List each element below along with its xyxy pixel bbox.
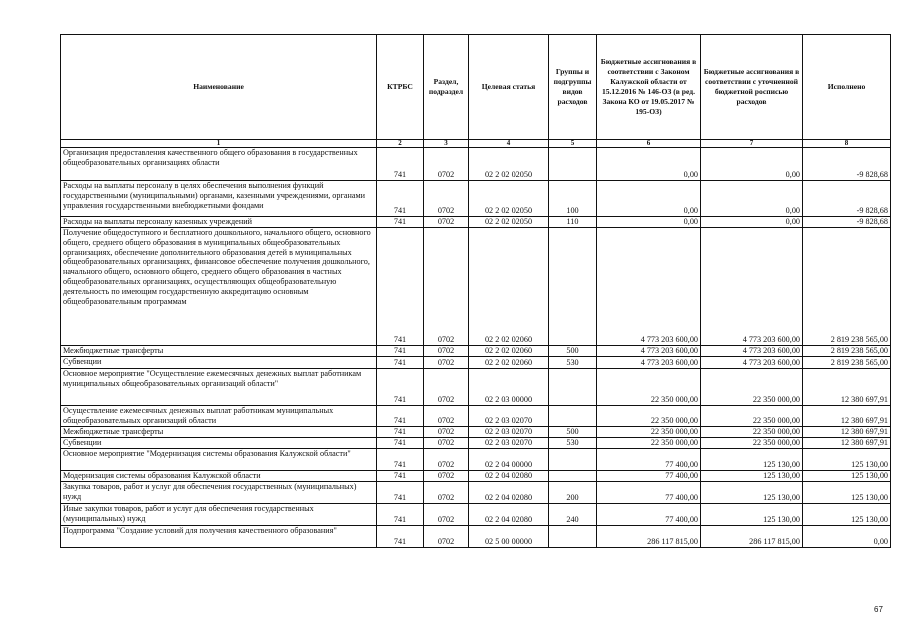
column-number: 2 <box>377 140 424 148</box>
header-budget-refined: Бюджетные ассигнования в соответствии с уточненной бюджетной росписью расходов <box>701 35 803 140</box>
cell-section: 0702 <box>424 448 469 470</box>
cell-target: 02 2 04 00000 <box>469 448 549 470</box>
cell-budget-law: 77 400,00 <box>597 470 701 481</box>
table-row <box>61 217 891 228</box>
cell-section: 0702 <box>424 426 469 437</box>
table-row <box>61 448 891 470</box>
cell-budget-law: 286 117 815,00 <box>597 525 701 547</box>
cell-group: 200 <box>549 481 597 503</box>
table-row <box>61 368 891 405</box>
cell-budget-law: 0,00 <box>597 217 701 228</box>
cell-executed: -9 828,68 <box>803 217 891 228</box>
cell-ktrbs: 741 <box>377 148 424 181</box>
table-row <box>61 345 891 356</box>
cell-section: 0702 <box>424 368 469 405</box>
cell-group: 110 <box>549 217 597 228</box>
cell-ktrbs: 741 <box>377 217 424 228</box>
cell-group <box>549 368 597 405</box>
cell-group: 500 <box>549 426 597 437</box>
cell-budget-law: 77 400,00 <box>597 503 701 525</box>
cell-target: 02 2 02 02050 <box>469 217 549 228</box>
cell-section: 0702 <box>424 356 469 368</box>
cell-target: 02 2 02 02060 <box>469 227 549 345</box>
cell-ktrbs: 741 <box>377 437 424 448</box>
column-number-row <box>61 140 891 148</box>
cell-budget-law: 22 350 000,00 <box>597 405 701 426</box>
cell-ktrbs: 741 <box>377 503 424 525</box>
cell-executed: 2 819 238 565,00 <box>803 356 891 368</box>
column-number: 3 <box>424 140 469 148</box>
cell-target: 02 2 03 00000 <box>469 368 549 405</box>
cell-group <box>549 448 597 470</box>
cell-group <box>549 227 597 345</box>
cell-ktrbs: 741 <box>377 368 424 405</box>
table-row <box>61 405 891 426</box>
cell-group: 500 <box>549 345 597 356</box>
cell-name: Получение общедоступного и бесплатного дошкольного, начального общего, основного общего, среднего общего образования в муниципальных общеобразовательных организациях, обеспечение дополнительного образования детей в муниципальных общеобразовательных организациях, финансовое обеспечение получения дошкольного, начального общего, основного общего, среднего общего образования в частных общеобразовательных организациях, осуществляющих общеобразовательную деятельность по имеющим государственную аккредитацию основным общеобразовательным программам <box>61 227 377 345</box>
table-row <box>61 227 891 345</box>
cell-budget-refined: 0,00 <box>701 181 803 217</box>
cell-ktrbs: 741 <box>377 227 424 345</box>
cell-budget-refined: 4 773 203 600,00 <box>701 356 803 368</box>
column-number: 1 <box>61 140 377 148</box>
cell-name: Закупка товаров, работ и услуг для обеспечения государственных (муниципальных) нужд <box>61 481 377 503</box>
table-row <box>61 437 891 448</box>
cell-budget-law: 77 400,00 <box>597 448 701 470</box>
cell-target: 02 2 03 02070 <box>469 426 549 437</box>
cell-name: Расходы на выплаты персоналу в целях обеспечения выполнения функций государственными (муниципальными) органами, казенными учреждениями, органами управления государственными внебюджетными фондами <box>61 181 377 217</box>
cell-group: 530 <box>549 356 597 368</box>
cell-section: 0702 <box>424 217 469 228</box>
cell-name: Организация предоставления качественного общего образования в государственных общеобразовательных организациях области <box>61 148 377 181</box>
cell-section: 0702 <box>424 345 469 356</box>
cell-budget-refined: 22 350 000,00 <box>701 426 803 437</box>
cell-budget-refined: 125 130,00 <box>701 448 803 470</box>
cell-budget-law: 0,00 <box>597 181 701 217</box>
header-budget-law: Бюджетные ассигнования в соответствии с Законом Калужской области от 15.12.2016 № 146-ОЗ (в ред. Закона КО от 19.05.2017 № 195-ОЗ) <box>597 35 701 140</box>
cell-ktrbs: 741 <box>377 448 424 470</box>
cell-executed: 12 380 697,91 <box>803 426 891 437</box>
header-row <box>61 35 891 140</box>
cell-ktrbs: 741 <box>377 405 424 426</box>
cell-target: 02 2 03 02070 <box>469 437 549 448</box>
cell-executed: 12 380 697,91 <box>803 405 891 426</box>
cell-budget-law: 22 350 000,00 <box>597 368 701 405</box>
cell-target: 02 5 00 00000 <box>469 525 549 547</box>
cell-executed: 125 130,00 <box>803 470 891 481</box>
cell-group: 240 <box>549 503 597 525</box>
cell-budget-refined: 22 350 000,00 <box>701 368 803 405</box>
cell-budget-refined: 125 130,00 <box>701 470 803 481</box>
cell-executed: 12 380 697,91 <box>803 368 891 405</box>
table-row <box>61 181 891 217</box>
cell-executed: 2 819 238 565,00 <box>803 345 891 356</box>
cell-budget-law: 4 773 203 600,00 <box>597 345 701 356</box>
cell-group <box>549 525 597 547</box>
table-body <box>61 148 891 548</box>
cell-section: 0702 <box>424 503 469 525</box>
cell-budget-refined: 286 117 815,00 <box>701 525 803 547</box>
cell-section: 0702 <box>424 525 469 547</box>
cell-executed: 125 130,00 <box>803 481 891 503</box>
cell-ktrbs: 741 <box>377 525 424 547</box>
cell-executed: 125 130,00 <box>803 503 891 525</box>
column-number: 7 <box>701 140 803 148</box>
cell-section: 0702 <box>424 148 469 181</box>
cell-executed: 0,00 <box>803 525 891 547</box>
cell-name: Основное мероприятие "Модернизация системы образования Калужской области" <box>61 448 377 470</box>
header-section: Раздел, подраздел <box>424 35 469 140</box>
cell-name: Подпрограмма "Создание условий для получения качественного образования" <box>61 525 377 547</box>
cell-ktrbs: 741 <box>377 481 424 503</box>
column-number: 8 <box>803 140 891 148</box>
table-row <box>61 356 891 368</box>
cell-target: 02 2 04 02080 <box>469 503 549 525</box>
cell-target: 02 2 02 02060 <box>469 345 549 356</box>
cell-target: 02 2 04 02080 <box>469 470 549 481</box>
column-number: 6 <box>597 140 701 148</box>
cell-target: 02 2 03 02070 <box>469 405 549 426</box>
cell-budget-law: 4 773 203 600,00 <box>597 356 701 368</box>
cell-group: 100 <box>549 181 597 217</box>
cell-section: 0702 <box>424 227 469 345</box>
table-row <box>61 525 891 547</box>
cell-ktrbs: 741 <box>377 345 424 356</box>
cell-ktrbs: 741 <box>377 181 424 217</box>
header-name: Наименование <box>61 35 377 140</box>
cell-target: 02 2 04 02080 <box>469 481 549 503</box>
cell-budget-refined: 4 773 203 600,00 <box>701 227 803 345</box>
cell-group <box>549 405 597 426</box>
cell-executed: 2 819 238 565,00 <box>803 227 891 345</box>
cell-name: Основное мероприятие "Осуществление ежемесячных денежных выплат работникам муниципальных общеобразовательных организаций области" <box>61 368 377 405</box>
cell-budget-law: 4 773 203 600,00 <box>597 227 701 345</box>
cell-name: Субвенции <box>61 437 377 448</box>
cell-budget-refined: 0,00 <box>701 148 803 181</box>
cell-name: Межбюджетные трансферты <box>61 345 377 356</box>
cell-name: Иные закупки товаров, работ и услуг для обеспечения государственных (муниципальных) нужд <box>61 503 377 525</box>
cell-target: 02 2 02 02060 <box>469 356 549 368</box>
cell-budget-law: 22 350 000,00 <box>597 426 701 437</box>
header-target: Целевая статья <box>469 35 549 140</box>
table-row <box>61 470 891 481</box>
cell-budget-refined: 22 350 000,00 <box>701 437 803 448</box>
table-row <box>61 503 891 525</box>
cell-executed: 125 130,00 <box>803 448 891 470</box>
column-number: 5 <box>549 140 597 148</box>
table-row <box>61 148 891 181</box>
cell-group <box>549 470 597 481</box>
cell-budget-refined: 22 350 000,00 <box>701 405 803 426</box>
cell-target: 02 2 02 02050 <box>469 148 549 181</box>
cell-section: 0702 <box>424 481 469 503</box>
cell-executed: -9 828,68 <box>803 148 891 181</box>
cell-budget-refined: 0,00 <box>701 217 803 228</box>
page-number: 67 <box>874 605 883 614</box>
header-group: Группы и подгруппы видов расходов <box>549 35 597 140</box>
table-row <box>61 481 891 503</box>
cell-budget-refined: 125 130,00 <box>701 503 803 525</box>
cell-target: 02 2 02 02050 <box>469 181 549 217</box>
cell-ktrbs: 741 <box>377 356 424 368</box>
cell-executed: -9 828,68 <box>803 181 891 217</box>
cell-group <box>549 148 597 181</box>
cell-budget-refined: 4 773 203 600,00 <box>701 345 803 356</box>
column-number: 4 <box>469 140 549 148</box>
cell-name: Осуществление ежемесячных денежных выплат работникам муниципальных общеобразовательных организаций области <box>61 405 377 426</box>
cell-name: Модернизация системы образования Калужской области <box>61 470 377 481</box>
cell-executed: 12 380 697,91 <box>803 437 891 448</box>
table-row <box>61 426 891 437</box>
cell-name: Субвенции <box>61 356 377 368</box>
cell-section: 0702 <box>424 181 469 217</box>
header-ktrbs: КТРБС <box>377 35 424 140</box>
cell-budget-refined: 125 130,00 <box>701 481 803 503</box>
cell-name: Расходы на выплаты персоналу казенных учреждений <box>61 217 377 228</box>
cell-section: 0702 <box>424 470 469 481</box>
cell-budget-law: 0,00 <box>597 148 701 181</box>
cell-group: 530 <box>549 437 597 448</box>
budget-table <box>60 34 891 548</box>
cell-section: 0702 <box>424 405 469 426</box>
cell-section: 0702 <box>424 437 469 448</box>
cell-name: Межбюджетные трансферты <box>61 426 377 437</box>
cell-ktrbs: 741 <box>377 426 424 437</box>
cell-budget-law: 22 350 000,00 <box>597 437 701 448</box>
header-executed: Исполнено <box>803 35 891 140</box>
cell-budget-law: 77 400,00 <box>597 481 701 503</box>
cell-ktrbs: 741 <box>377 470 424 481</box>
